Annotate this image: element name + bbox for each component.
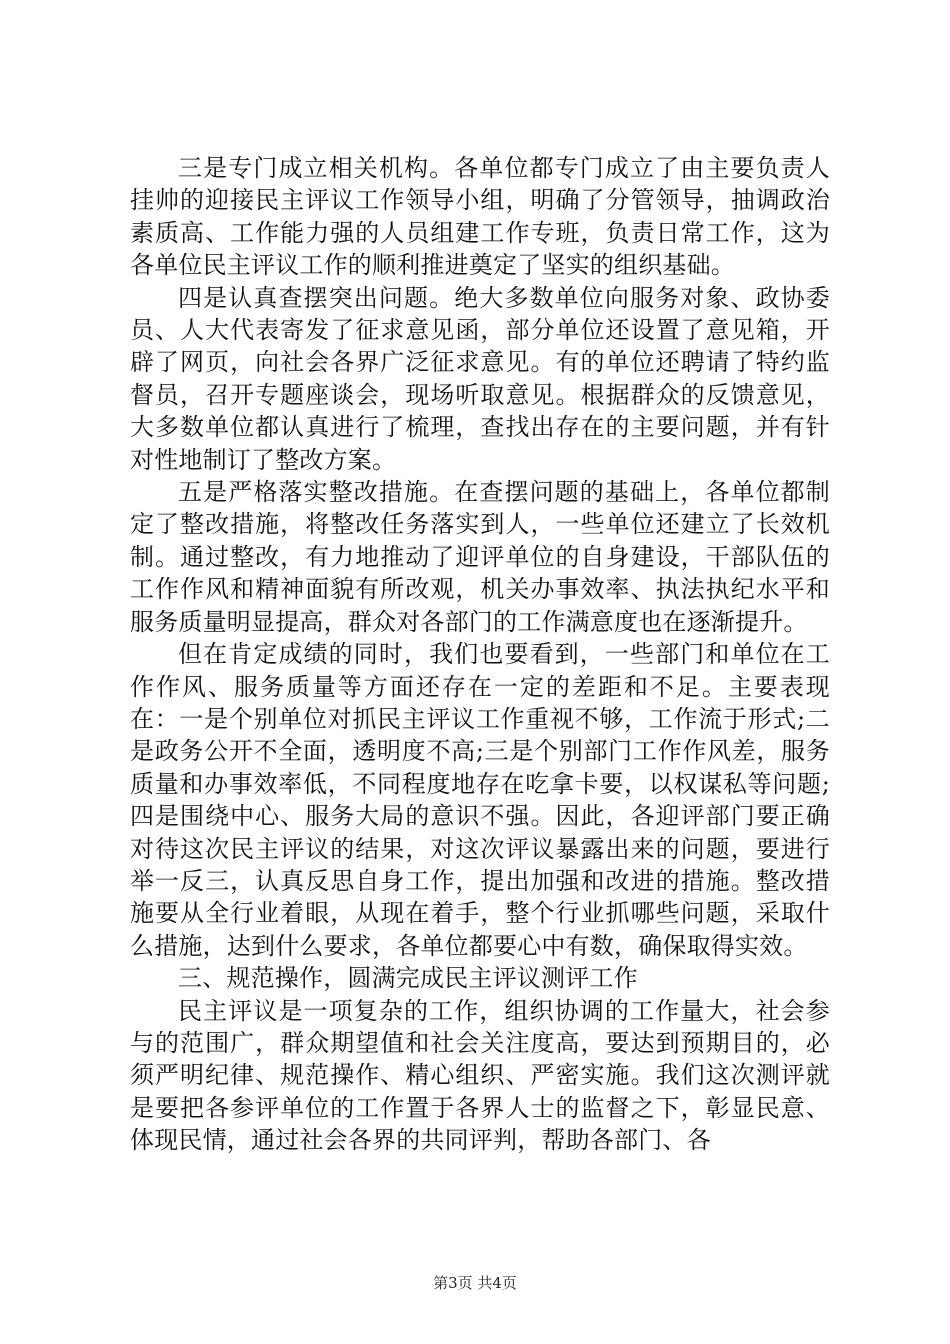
document-body	[130, 152, 830, 1157]
paragraph-1: 三是专门成立相关机构。各单位都专门成立了由主要负责人挂帅的迎接民主评议工作领导小组，明确了分管领导，抽调政治素质高、工作能力强的人员组建工作专班，负责日常工作，这为各单位民主评议工作的顺利推进奠定了坚实的组织基础。	[130, 154, 830, 280]
paragraph-3: 五是严格落实整改措施。在查摆问题的基础上，各单位都制定了整改措施，将整改任务落实到人，一些单位还建立了长效机制。通过整改，有力地推动了迎评单位的自身建设，干部队伍的工作作风和精神面貌有所改观，机关办事效率、执法执纪水平和服务质量明显提高，群众对各部门的工作满意度也在逐渐提升。	[130, 478, 830, 636]
paragraph-2: 四是认真查摆突出问题。绝大多数单位向服务对象、政协委员、人大代表寄发了征求意见函，部分单位还设置了意见箱，开辟了网页，向社会各界广泛征求意见。有的单位还聘请了特约监督员，召开专题座谈会，现场听取意见。根据群众的反馈意见，大多数单位都认真进行了梳理，查找出存在的主要问题，并有针对性地制订了整改方案。	[130, 283, 830, 474]
page-footer: 第3页 共4页	[433, 1274, 517, 1292]
paragraph-5: 民主评议是一项复杂的工作，组织协调的工作量大，社会参与的范围广，群众期望值和社会关注度高，要达到预期目的，必须严明纪律、规范操作、精心组织、严密实施。我们这次测评就是要把各参评单位的工作置于各界人士的监督之下，彰显民意、体现民情，通过社会各界的共同评判，帮助各部门、各	[130, 996, 830, 1155]
paragraph-4: 但在肯定成绩的同时，我们也要看到，一些部门和单位在工作作风、服务质量等方面还存在一定的差距和不足。主要表现在：一是个别单位对抓民主评议工作重视不够，工作流于形式;二是政务公开不全面，透明度不高;三是个别部门工作作风差，服务质量和办事效率低，不同程度地存在吃拿卡要，以权谋私等问题;四是围绕中心、服务大局的意识不强。因此，各迎评部门要正确对待这次民主评议的结果，对这次评议暴露出来的问题，要进行举一反三，认真反思自身工作，提出加强和改进的措施。整改措施要从全行业着眼，从现在着手，整个行业抓哪些问题，采取什么措施，达到什么要求，各单位都要心中有数，确保取得实效。	[130, 640, 830, 960]
section-heading: 三、规范操作，圆满完成民主评议测评工作	[178, 964, 638, 993]
